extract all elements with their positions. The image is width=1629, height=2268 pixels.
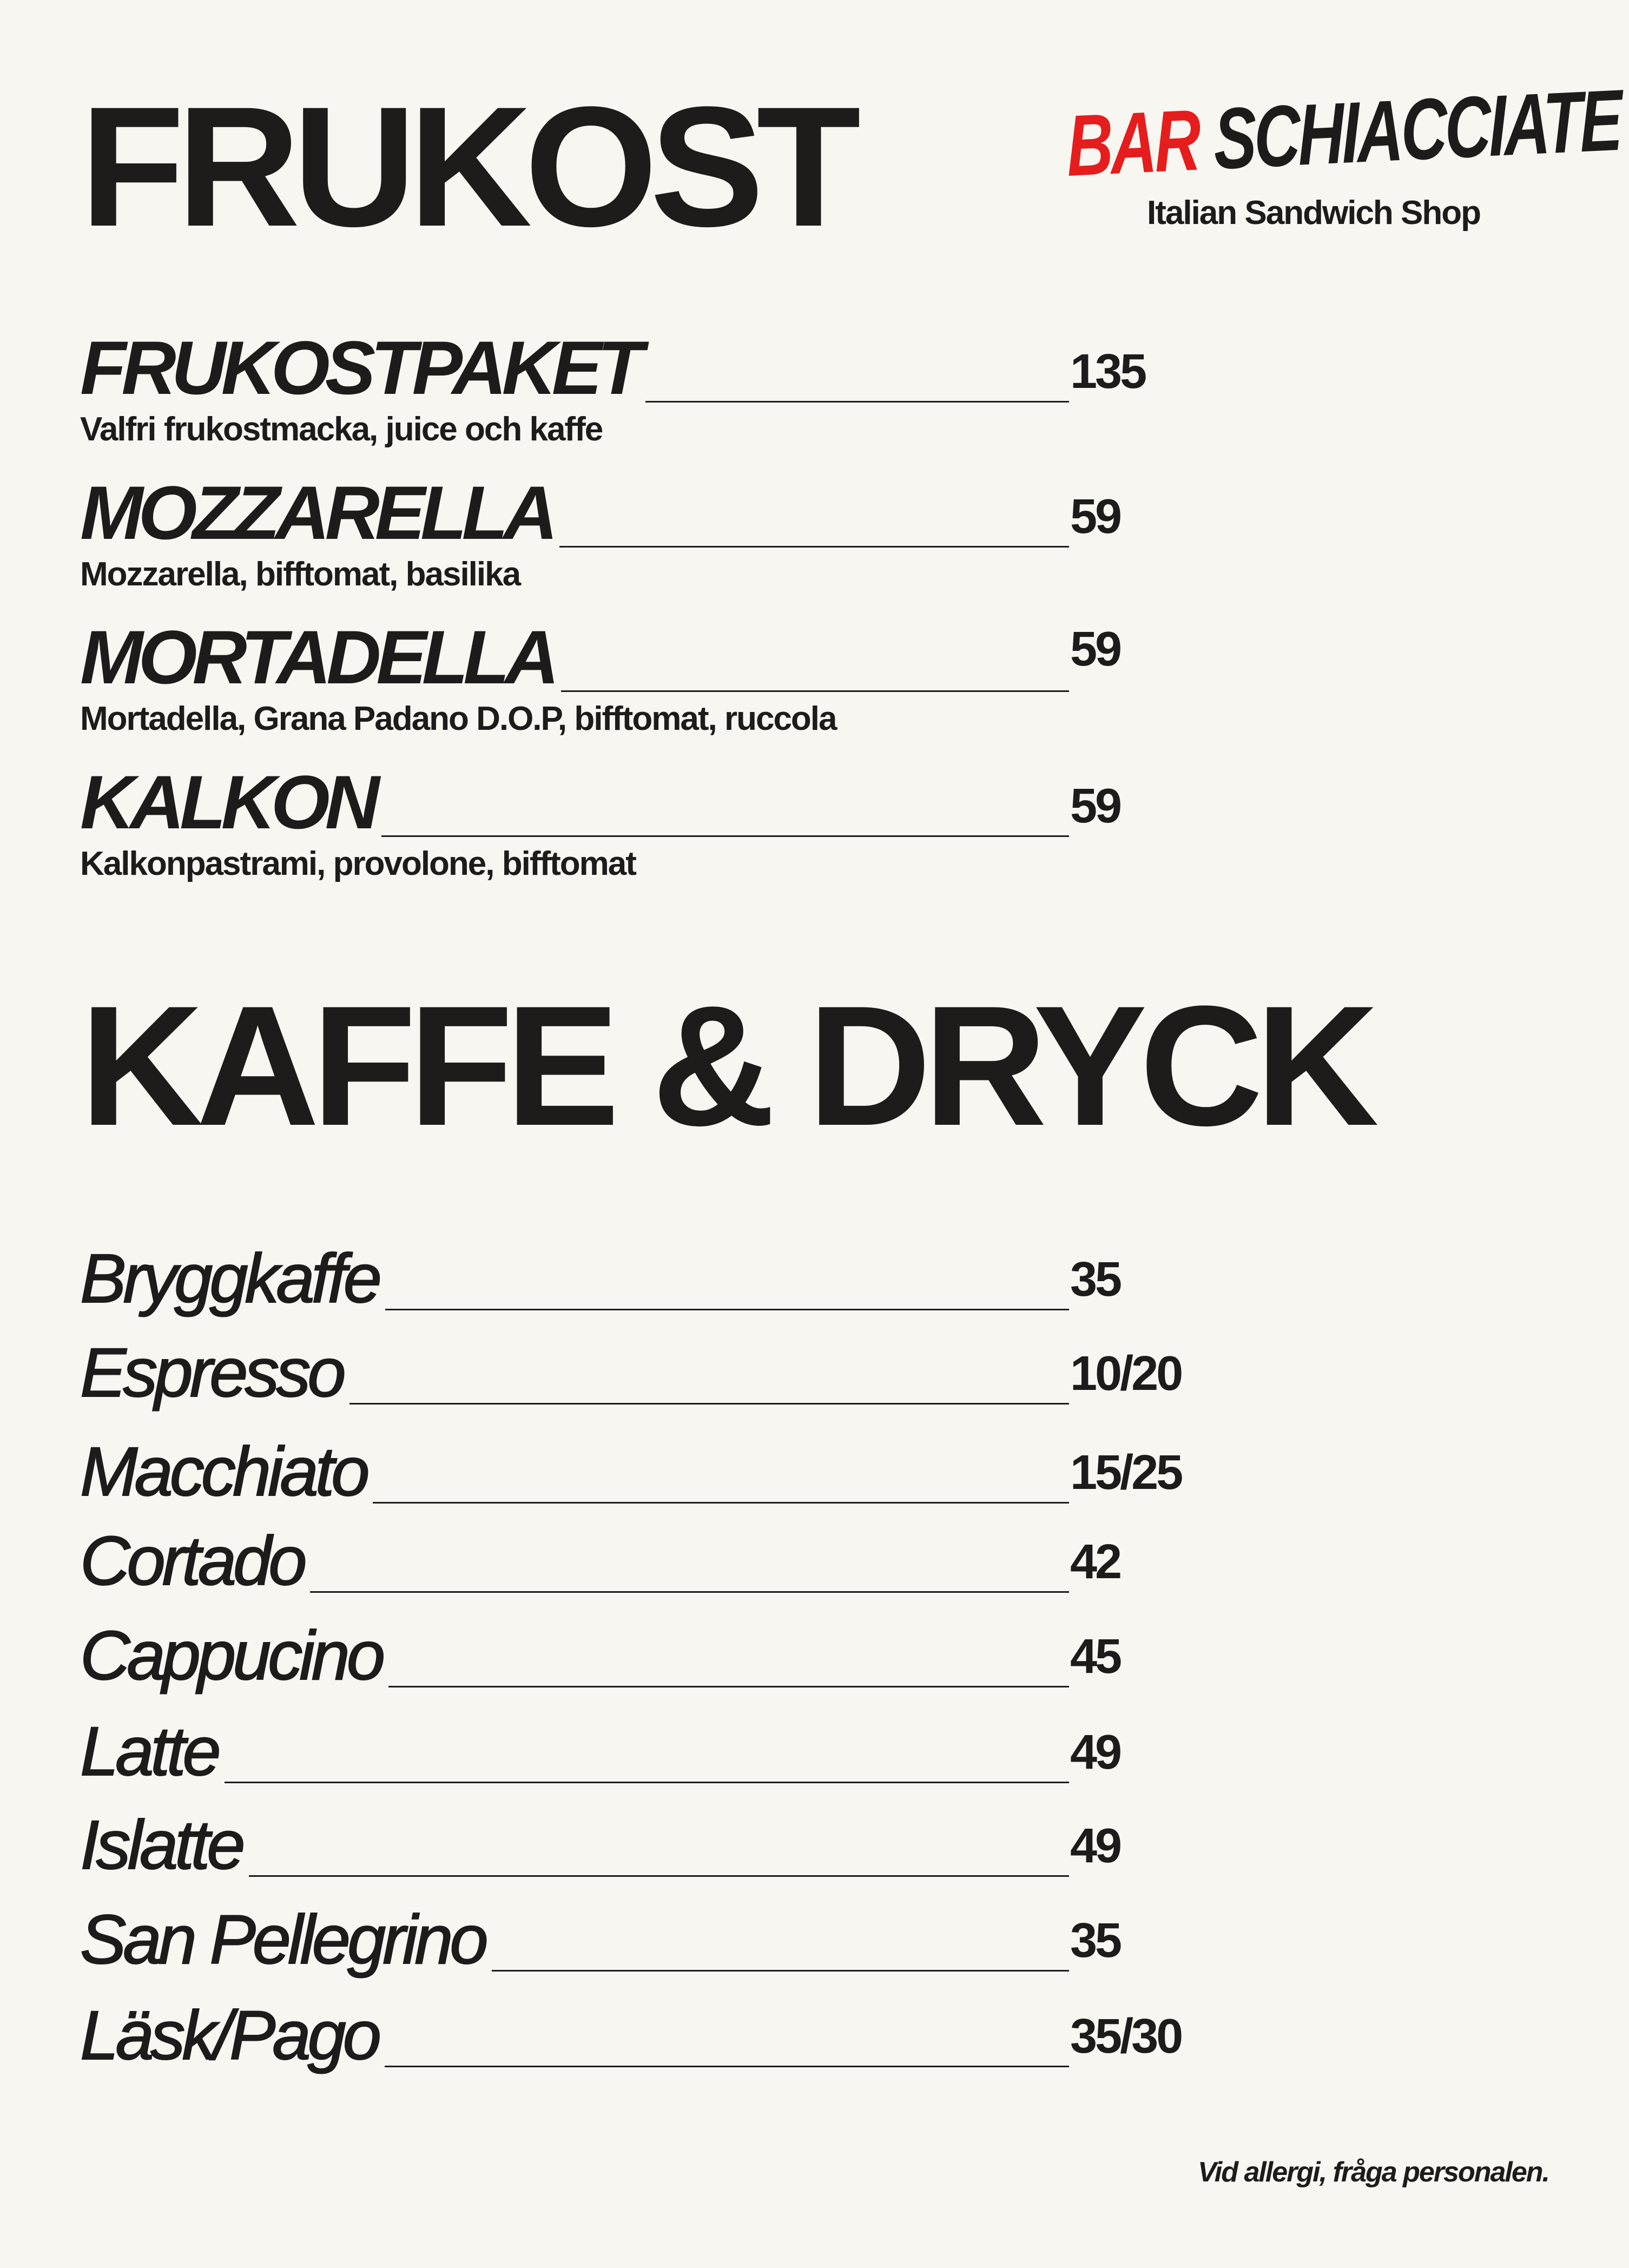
allergy-note: Vid allergi, fråga personalen. xyxy=(1198,2157,1549,2188)
menu-item xyxy=(80,1327,1182,1413)
kaffe-dryck-title: KAFFE & DRYCK xyxy=(80,970,1371,1161)
item-name: San Pellegrino xyxy=(80,1901,485,1979)
item-name: FRUKOSTPAKET xyxy=(80,325,639,410)
logo-name-text: SCHIACCIATE xyxy=(1212,71,1621,188)
menu-item xyxy=(80,614,1162,739)
item-price: 35 xyxy=(1070,1914,1120,1968)
item-name: Cortado xyxy=(80,1522,304,1600)
menu-item xyxy=(80,1610,1162,1696)
item-description: Valfri frukostmacka, juice och kaffe xyxy=(80,411,603,448)
item-name: Läsk/Pago xyxy=(80,1997,378,2074)
leader-line xyxy=(645,401,1069,403)
menu-item xyxy=(80,1232,1162,1319)
item-name: Espresso xyxy=(80,1334,343,1412)
leader-line xyxy=(310,1591,1069,1593)
item-description: Kalkonpastrami, provolone, bifftomat xyxy=(80,845,636,882)
item-name: MORTADELLA xyxy=(80,615,555,700)
leader-line xyxy=(492,1970,1069,1972)
item-name: KALKON xyxy=(80,760,375,845)
item-name: MOZZARELLA xyxy=(80,470,553,555)
item-description: Mozzarella, bifftomat, basilika xyxy=(80,556,520,593)
item-price: 59 xyxy=(1070,490,1120,544)
menu-item xyxy=(80,1989,1182,2076)
logo-tagline: Italian Sandwich Shop xyxy=(1147,194,1480,232)
leader-line xyxy=(385,1309,1069,1310)
item-description: Mortadella, Grana Padano D.O.P, bifftomat, ruccola xyxy=(80,700,836,737)
menu-item xyxy=(80,470,1162,594)
item-name: Latte xyxy=(80,1713,218,1790)
item-price: 45 xyxy=(1070,1630,1120,1684)
leader-line xyxy=(349,1403,1069,1405)
frukost-title: FRUKOST xyxy=(80,71,854,262)
leader-line xyxy=(561,690,1069,692)
menu-item xyxy=(80,1426,1182,1512)
item-price: 49 xyxy=(1070,1819,1120,1873)
item-price: 135 xyxy=(1070,345,1145,399)
item-price: 10/20 xyxy=(1070,1347,1182,1401)
menu-item xyxy=(80,1894,1162,1980)
menu-item xyxy=(80,1705,1162,1792)
leader-line xyxy=(559,546,1069,548)
leader-line xyxy=(249,1875,1069,1877)
menu-item xyxy=(80,1799,1162,1885)
item-price: 15/25 xyxy=(1070,1446,1182,1500)
item-price: 59 xyxy=(1070,779,1120,833)
item-name: Bryggkaffe xyxy=(80,1240,379,1317)
leader-line xyxy=(385,2066,1069,2067)
menu-item xyxy=(80,759,1162,884)
item-name: Macchiato xyxy=(80,1433,367,1511)
item-price: 49 xyxy=(1070,1725,1120,1779)
item-price: 42 xyxy=(1070,1535,1120,1589)
leader-line xyxy=(381,835,1069,837)
logo-wordmark xyxy=(1065,71,1621,194)
menu-item xyxy=(80,325,1162,449)
item-name: Islatte xyxy=(80,1807,242,1884)
item-price: 35 xyxy=(1070,1252,1120,1307)
leader-line xyxy=(373,1502,1069,1504)
bar-schiacciate-logo xyxy=(1065,71,1621,243)
logo-bar-text: BAR xyxy=(1065,91,1200,194)
leader-line xyxy=(225,1782,1069,1783)
item-name: Cappucino xyxy=(80,1617,382,1695)
menu-item xyxy=(80,1515,1162,1601)
item-price: 35/30 xyxy=(1070,2009,1182,2063)
item-price: 59 xyxy=(1070,622,1120,676)
leader-line xyxy=(388,1686,1069,1687)
